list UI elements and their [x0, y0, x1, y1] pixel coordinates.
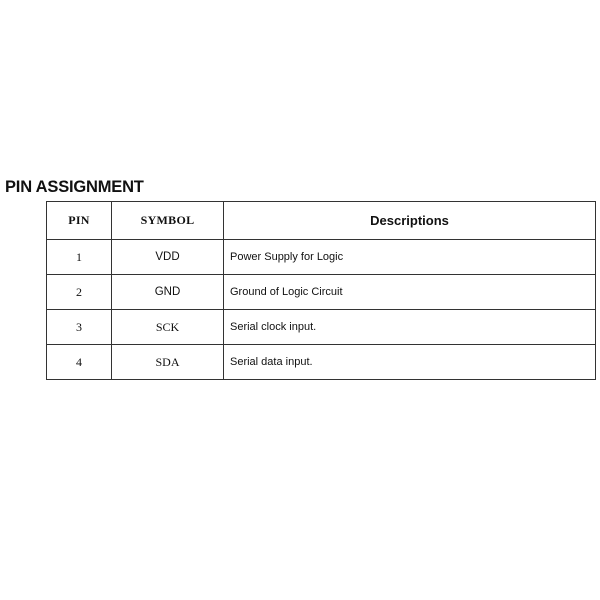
- pin-number: 1: [47, 240, 112, 275]
- header-symbol: SYMBOL: [112, 202, 224, 240]
- pin-description: Serial clock input.: [224, 310, 596, 345]
- pin-number: 3: [47, 310, 112, 345]
- table-header-row: [47, 202, 596, 240]
- header-pin: PIN: [47, 202, 112, 240]
- pin-description: Serial data input.: [224, 345, 596, 380]
- pin-description: Power Supply for Logic: [224, 240, 596, 275]
- pin-symbol: VDD: [112, 240, 224, 275]
- table-row: [47, 275, 596, 310]
- pin-number: 2: [47, 275, 112, 310]
- section-title: PIN ASSIGNMENT: [5, 178, 144, 196]
- pin-number: 4: [47, 345, 112, 380]
- table-row: [47, 310, 596, 345]
- pin-symbol: GND: [112, 275, 224, 310]
- pin-assignment-table: [46, 201, 596, 380]
- header-descriptions: Descriptions: [224, 202, 596, 240]
- table-row: [47, 240, 596, 275]
- pin-description: Ground of Logic Circuit: [224, 275, 596, 310]
- table-row: [47, 345, 596, 380]
- pin-symbol: SCK: [112, 310, 224, 345]
- pin-symbol: SDA: [112, 345, 224, 380]
